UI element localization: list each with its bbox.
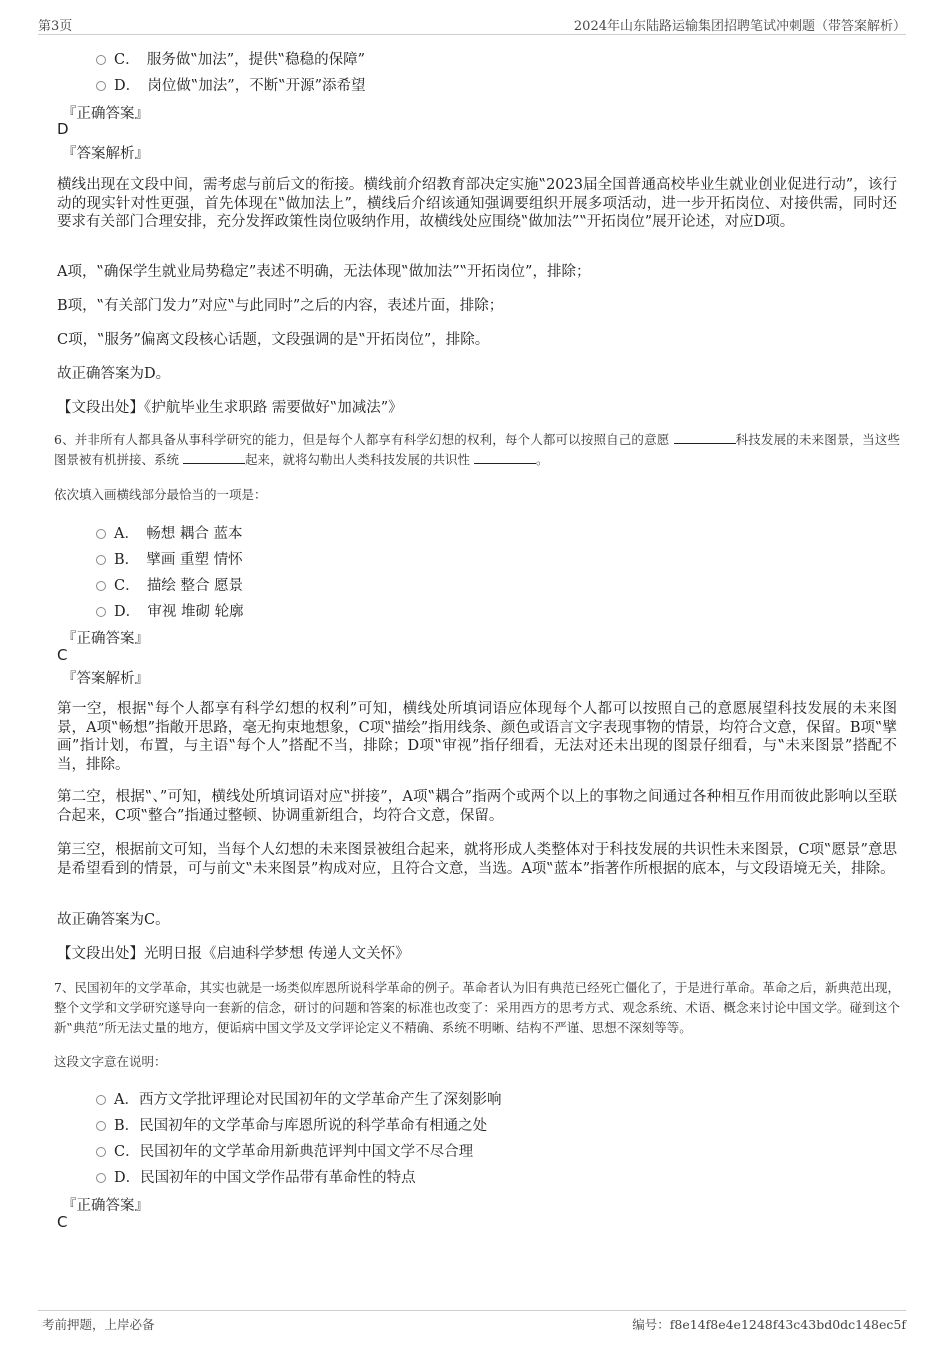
source-citation: 【文段出处】《护航毕业生求职路 需要做好‟加减法”》 xyxy=(57,400,403,416)
analysis-label: 『答案解析』 xyxy=(62,671,149,687)
answer-value: C xyxy=(57,1213,68,1231)
question-stem: 7、民国初年的文学革命，其实也就是一场类似库恩所说科学革命的例子。革命者认为旧有典范已经死亡僵化了，于是进行革命。革命之后，新典范出现，整个文学和文学研究遂导向一套新的信念，研讨的问题和答案的标准也改变了：采用西方的思考方式、观念系统、术语、概念来讨论中国文学。碰到这个新‟典范”所无法丈量的地方，便诟病中国文学及文学评论定义不精确、系统不明晰、结构不严谨、思想不深刻等等。 xyxy=(54,980,900,1035)
radio-icon[interactable] xyxy=(96,81,106,91)
option-c[interactable]: C．民国初年的文学革命用新典范评判中国文学不尽合理 xyxy=(96,1140,473,1161)
page-footer xyxy=(38,1310,906,1332)
analysis-conclusion: 故正确答案为C。 xyxy=(57,912,170,928)
analysis-paragraph: C项，‟服务”偏离文段核心话题，文段强调的是‟开拓岗位”，排除。 xyxy=(57,332,490,348)
page-header xyxy=(38,12,906,35)
option-c[interactable]: C． 服务做‟加法”，提供‟稳稳的保障” xyxy=(96,48,365,69)
option-a[interactable]: A．西方文学批评理论对民国初年的文学革命产生了深刻影响 xyxy=(96,1088,501,1109)
radio-icon[interactable] xyxy=(96,529,106,539)
analysis-paragraph: B项，‟有关部门发力”对应‟与此同时”之后的内容，表述片面，排除； xyxy=(57,298,504,314)
analysis-paragraph: 第三空，根据前文可知，当每个人幻想的未来图景被组合起来，就将形成人类整体对于科技发展的共识性未来图景，C项‟愿景”意思是希望看到的情景，可与前文‟未来图景”构成对应，且符合文意，当选。A项‟蓝本”指著作所根据的底本，与文段语境无关，排除。 xyxy=(57,842,897,877)
answer-label: 『正确答案』 xyxy=(62,1198,149,1214)
option-d[interactable]: D． 岗位做‟加法”，不断‟开源”添希望 xyxy=(96,74,366,95)
answer-label: 『正确答案』 xyxy=(62,106,149,122)
answer-value: D xyxy=(57,120,69,138)
option-b[interactable]: B．民国初年的文学革命与库恩所说的科学革命有相通之处 xyxy=(96,1114,487,1135)
radio-icon[interactable] xyxy=(96,1121,106,1131)
option-b[interactable]: B． 擘画 重塑 情怀 xyxy=(96,548,243,569)
document-title: 2024年山东陆路运输集团招聘笔试冲刺题（带答案解析） xyxy=(573,19,906,34)
option-a[interactable]: A． 畅想 耦合 蓝本 xyxy=(96,522,242,543)
radio-icon[interactable] xyxy=(96,581,106,591)
page-number: 第3页 xyxy=(38,19,73,34)
radio-icon[interactable] xyxy=(96,55,106,65)
answer-value: C xyxy=(57,646,68,664)
analysis-paragraph: 第一空，根据‟每个人都享有科学幻想的权利”可知，横线处所填词语应体现每个人都可以按照自己的意愿展望科技发展的未来图景，A项‟畅想”指敞开思路，毫无拘束地想象，C项‟描绘”指用线条、颜色或语言文字表现事物的情景，均符合文意，保留。B项‟擘画”指计划，布置，与主语‟每个人”搭配不当，排除；D项‟审视”指仔细看，无法对还未出现的图景仔细看，与‟未来图景”搭配不当，排除。 xyxy=(57,701,897,773)
radio-icon[interactable] xyxy=(96,1095,106,1105)
radio-icon[interactable] xyxy=(96,1173,106,1183)
radio-icon[interactable] xyxy=(96,555,106,565)
footer-slogan: 考前押题，上岸必备 xyxy=(42,1317,155,1332)
answer-label: 『正确答案』 xyxy=(62,631,149,647)
question-prompt: 依次填入画横线部分最恰当的一项是： xyxy=(54,487,267,502)
analysis-paragraph: A项，‟确保学生就业局势稳定”表述不明确，无法体现‟做加法”‟开拓岗位”，排除； xyxy=(57,264,591,280)
blank-line xyxy=(183,451,245,464)
question-stem: 6、并非所有人都具备从事科学研究的能力，但是每个人都享有科学幻想的权利，每个人都可以按照自己的意愿 科技发展的未来图景，当这些图景被有机拼接、系统 起来，就将勾勒出人类科技发展的共识性 。 xyxy=(54,432,900,467)
radio-icon[interactable] xyxy=(96,607,106,617)
analysis-conclusion: 故正确答案为D。 xyxy=(57,366,171,382)
source-citation: 【文段出处】光明日报《启迪科学梦想 传递人文关怀》 xyxy=(57,946,410,962)
blank-line xyxy=(474,451,536,464)
blank-line xyxy=(674,431,736,444)
radio-icon[interactable] xyxy=(96,1147,106,1157)
document-id: 编号：f8e14f8e4e1248f43c43bd0dc148ec5f xyxy=(632,1317,906,1332)
option-c[interactable]: C． 描绘 整合 愿景 xyxy=(96,574,243,595)
question-prompt: 这段文字意在说明： xyxy=(54,1054,167,1069)
analysis-paragraph: 第二空，根据‟、”可知，横线处所填词语对应‟拼接”，A项‟耦合”指两个或两个以上的事物之间通过各种相互作用而彼此影响以至联合起来，C项‟整合”指通过整顿、协调重新组合，均符合文意，保留。 xyxy=(57,789,897,824)
option-d[interactable]: D． 审视 堆砌 轮廓 xyxy=(96,600,244,621)
analysis-label: 『答案解析』 xyxy=(62,146,149,162)
option-d[interactable]: D．民国初年的中国文学作品带有革命性的特点 xyxy=(96,1166,416,1187)
analysis-paragraph: 横线出现在文段中间，需考虑与前后文的衔接。横线前介绍教育部决定实施‟2023届全国普通高校毕业生就业创业促进行动”，该行动的现实针对性更强，首先体现在‟做加法上”，横线后介绍该通知强调要组织开展多项活动，进一步开拓岗位、对接供需，同时还要求有关部门合理安排，充分发挥政策性岗位吸纳作用，故横线处应围绕‟做加法”‟开拓岗位”展开论述，对应D项。 xyxy=(57,177,897,230)
